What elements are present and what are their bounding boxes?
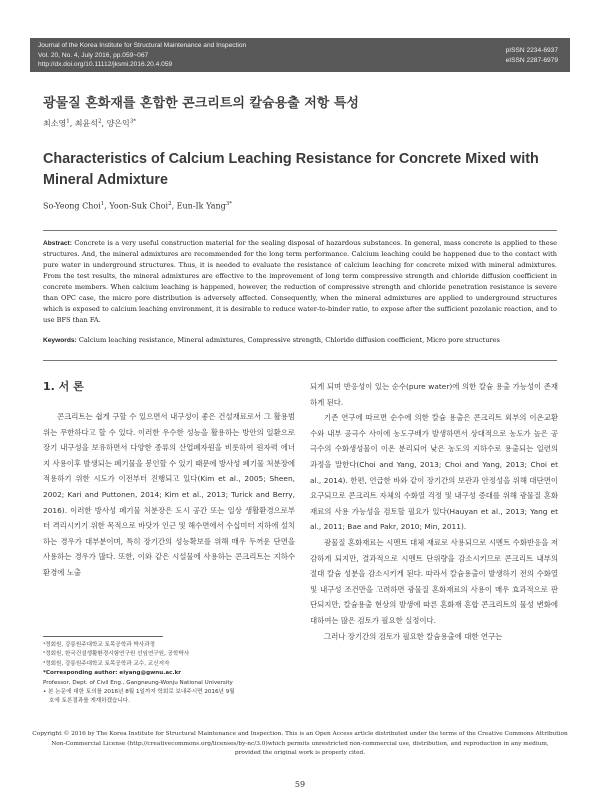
body-paragraph: 그러나 장기간의 검토가 필요한 칼슘용출에 대한 연구는: [324, 631, 503, 641]
footnote-affiliation-1: ¹정회원, 강릉원주대학교 토목공학과 박사과정: [43, 642, 156, 648]
body-column-right: [310, 379, 558, 644]
korean-title: 광물질 혼화재를 혼합한 콘크리트의 칼슘용출 저항 특성: [43, 96, 359, 111]
abstract: [43, 238, 557, 326]
author-kr-2-affil: 2: [97, 118, 102, 125]
keywords: [43, 335, 557, 346]
page-number: 59: [294, 780, 306, 789]
body-paragraph: 기존 연구에 따르면 순수에 의한 칼슘 용출은 콘크리트 외부의 이온교환수와 내부 공극수 사이에 농도구배가 발생하면서 상대적으로 농도가 높은 공극수의 수화생성물이 이온 분리되어 낮은 농도의 지하수로 용출되는 일련의 과정을 말한다(Choi and Yang, 2013; Choi and Yang, 2013; Choi et al., 2014). 한편, 언급한 바와 같이 장기간의 보관과 안정성을 위해 대단면이 요구되므로 콘크리트 자체의 수화열 걱정 및 내구성 증대를 위해 광물질 혼화재료의 사용 가능성을 검토할 필요가 있다(Hauyan et al., 2013; Yang et al., 2011; Bae and Pakr, 2010; Min, 2011).: [310, 413, 558, 532]
keywords-text: Calcium leaching resistance, Mineral admixtures, Compressive strength, Chloride diffusion coefficient, Micro pore structures: [78, 336, 500, 344]
copyright-notice: [30, 730, 570, 759]
copyright-line: provided the original work is properly cited.: [234, 750, 366, 756]
issn-info: [506, 46, 558, 65]
section-heading-introduction: 1. 서 론: [43, 380, 84, 393]
body-paragraph: 광물질 혼화재료는 시멘트 대체 재료로 사용되므로 시멘트 수화반응을 저감하게 되지만, 결과적으로 시멘트 단위량을 감소시키므로 콘크리트 내부의 절대 칼슘 성분을 감소시키게 된다. 따라서 칼슘용출이 발생하기 전의 수화열 및 내구성 조건만을 고려하면 광물질 혼화재료의 사용이 매우 효과적으로 판단되지만, 칼슘용출 현상의 발생에 따른 혼화재 혼합 콘크리트의 물성 변화에 대하여는 많은 검토가 필요한 실정이다.: [310, 537, 558, 625]
eissn: eISSN 2287-6979: [505, 56, 558, 64]
keywords-label: Keywords:: [43, 337, 77, 344]
footnote-discussion-1: • 본 논문에 대한 토의를 2016년 8월 1일까지 학회로 보내주시면 2016년 9월: [43, 689, 235, 696]
body-column-left: [43, 409, 295, 581]
author-en-2: Yoon-Suk Choi: [109, 201, 169, 211]
author-en-1-affil: 1: [100, 201, 105, 207]
abstract-text: Concrete is a very useful construction material for the sealing disposal of hazardous substances. In general, mass concrete is applied to these structures. And, the mineral admixtures are recommended for the long term performance. Calcium leaching could be happened due to the contact with pure water in underground structures. Thus, it is needed to evaluate the resistance of calcium leaching for concrete mixed with mineral admixtures. From the test results, the mineral admixtures are effective to the improvement of long term compressive strength and chloride diffusion coefficient in concrete members. When calcium leaching is happened, however, the reduction of compressive strength and chloride penetration resistance is severe than OPC case, the micro pore distribution is adversely affected. Consequently, when the mineral admixtures are applied to underground structures which is exposed to calcium leaching environment, it is desirable to reduce water-to-binder ratio, to expose after the sufficient pozolanic reaction, and to use BFS than FA.: [43, 239, 557, 324]
footnote-discussion-2: 호에 토론결과를 게재하겠습니다.: [49, 698, 130, 705]
journal-volume: Vol. 20, No. 4, July 2016, pp.059~067: [38, 51, 149, 59]
pissn: pISSN 2234-6937: [505, 47, 558, 54]
author-en-1: So-Yeong Choi: [43, 201, 101, 211]
author-kr-3-affil: 3*: [129, 118, 136, 125]
author-kr-1: 최소영: [43, 119, 67, 128]
author-en-3-affil: 3*: [225, 201, 233, 207]
abstract-bottom-rule: [43, 360, 557, 361]
korean-authors: 최소영$^1$, 최윤석$^2$, 양은익$^{3*}$: [43, 118, 136, 128]
copyright-line: Copyright © 2016 by The Korea Institute for Structural Maintenance and Inspection. This is an Open Access article distributed under the terms of the Creative Commons Attribution: [32, 731, 568, 737]
copyright-line: Non-Commercial License (http://creativecommons.org/licenses/by-nc/3.0)which permits unrestricted non-commercial use, distribution, and reproduction in any medium,: [51, 740, 549, 747]
abstract-top-rule: [43, 230, 557, 231]
english-title: Characteristics of Calcium Leaching Resistance for Concrete Mixed with Mineral Admixture: [43, 151, 539, 188]
body-paragraph: 되게 되며 반응성이 있는 순수(pure water)에 의한 칼슘 용출 가능성이 존재하게 된다.: [310, 382, 558, 407]
author-kr-1-affil: 1: [66, 118, 70, 125]
footnote-position: Professor, Dept. of Civil Eng., Gangneung-Wonju National University: [43, 679, 233, 686]
journal-doi[interactable]: http://dx.doi.org/10.11112/jksmi.2016.20.4.059: [38, 61, 173, 68]
footnote-rule: [43, 636, 163, 637]
author-kr-2: 최윤석: [74, 119, 98, 128]
footnotes: [43, 641, 303, 707]
footnote-affiliation-3: ³정회원, 강릉원주대학교 토목공학과 교수, 교신저자: [43, 660, 170, 667]
author-kr-3: 양은익: [106, 119, 130, 128]
english-authors: So-Yeong Choi$^1$, Yoon-Suk Choi$^2$, Eun-Ik Yang$^{3*}$: [43, 201, 233, 211]
author-en-3: Eun-Ik Yang: [176, 201, 226, 211]
footnote-affiliation-2: ²정회원, 한국건설생활환경시험연구원 선임연구원, 공학박사: [43, 651, 190, 658]
journal-info: [38, 41, 246, 70]
author-en-2-affil: 2: [168, 201, 172, 207]
abstract-label: Abstract:: [43, 240, 72, 247]
journal-name: Journal of the Korea Institute for Structural Maintenance and Inspection: [38, 42, 247, 49]
journal-header-band: [30, 38, 570, 72]
footnote-corresponding-author: *Corresponding author: eiyang@gwnu.ac.kr: [43, 670, 182, 677]
body-paragraph: 콘크리트는 쉽게 구할 수 있으면서 내구성이 좋은 건설재료로서 그 활용범위는 무한하다고 할 수 있다. 이러한 우수한 성능을 활용하는 방안의 일환으로 장기 내구성을 보유하면서 다양한 종류의 산업폐자원을 비롯하여 원자력 에너지 사용이후 발생되는 폐기물을 봉인할 수 있기 때문에 방사성 폐기물 처분장에 적용하기 위한 시도가 이전부터 진행되고 있다(Kim et al., 2005; Sheen, 2002; Kari and Puttonen, 2014; Kim et al., 2013; Turick and Berry, 2016). 이러한 방사성 폐기물 처분장은 도시 공간 또는 일상 생활환경으로부터 격리시키기 위한 목적으로 바닷가 인근 및 해수면에서 수십미터 지하에 설치하는 경우가 대부분이며, 특히 장기간의 성능확보를 위해 매우 두꺼운 단면을 사용하는 경우가 많다. 또한, 이와 같은 시설물에 사용하는 콘크리트는 지하수 환경에 노출: [43, 412, 295, 577]
